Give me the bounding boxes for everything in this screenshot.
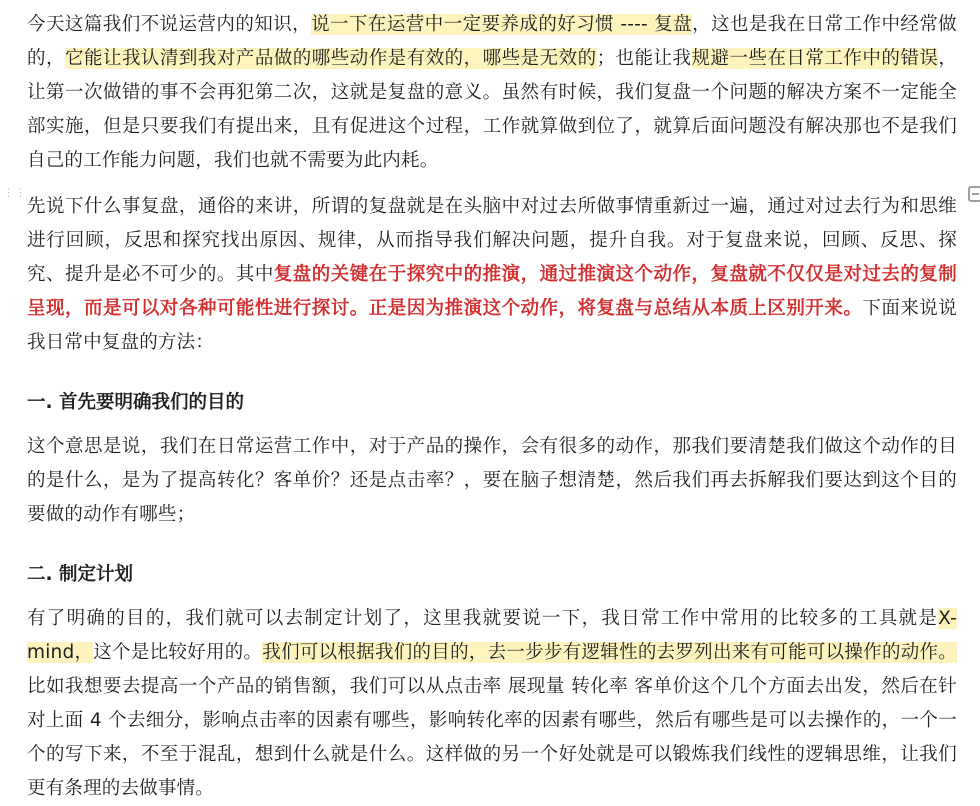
- text-segment: ；也能让我: [596, 48, 692, 69]
- text-segment: ，让第一次做错的事不会再犯第二次，这就是复盘的意义。虽然有时候，我们复盘一个问题的解决方案不一定能全部实施，但是只要我们有提出来，且有促进这个过程，工作就算做到位了，就算后面问题没有解决那也不是我们自己的工作能力问题，我们也就不需要为此内耗。: [27, 48, 958, 171]
- highlighted-text: 说一下在运营中一定要养成的好习惯 ---- 复盘: [311, 14, 693, 35]
- text-segment: 比如我想要去提高一个产品的销售额，我们可以从点击率 展现量 转化率 客单价这个几个方面去出发，然后在针对上面 4 个去细分，影响点击率的因素有哪些，影响转化率的因素有哪些，然后有哪些是可以去操作的，一个一个的写下来，不至于混乱，想到什么就是什么。这样做的另一个好处就是可以锻炼我们线性的逻辑思维，让我们更有条理的去做事情。: [27, 676, 957, 799]
- paragraph-goal: 这个意思是说，我们在日常运营工作中，对于产品的操作，会有很多的动作，那我们要清楚我们做这个动作的目的是什么，是为了提高转化？客单价？还是点击率？，要在脑子想清楚，然后我们再去拆解我们要达到这个目的要做的动作有哪些；: [27, 436, 957, 525]
- highlighted-text: X-mind，: [27, 608, 957, 663]
- text-segment: ，这也是我在日常工作中经常做的，: [27, 14, 957, 69]
- comment-icon[interactable]: [968, 186, 980, 202]
- paragraph-intro: [27, 8, 957, 178]
- drag-handle-icon[interactable]: ⋮⋮: [3, 186, 27, 199]
- text-segment: 下面来说说我日常中复盘的方法：: [27, 298, 957, 353]
- document-body: [27, 0, 957, 806]
- section-heading-plan: 二. 制定计划: [27, 564, 133, 585]
- highlighted-text: 规避一些在日常工作中的错误: [691, 48, 939, 69]
- paragraph-definition: [27, 190, 957, 360]
- highlighted-text: 它能让我认清到我对产品做的哪些动作是有效的，哪些是无效的: [64, 48, 597, 69]
- text-segment: 今天这篇我们不说运营内的知识，: [27, 14, 312, 35]
- text-segment: 有了明确的目的，我们就可以去制定计划了，这里我就要说一下，我日常工作中常用的比较多的工具就是: [27, 608, 939, 629]
- highlighted-text: 我们可以根据我们的目的，去一步步有逻辑性的去罗列出来有可能可以操作的动作。: [262, 642, 957, 663]
- paragraph-plan: [27, 602, 957, 806]
- text-segment: 先说下什么事复盘，通俗的来讲，所谓的复盘就是在头脑中对过去所做事情重新过一遍，通过对过去行为和思维进行回顾，反思和探究找出原因、规律，从而指导我们解决问题，提升自我。对于复盘来说，回顾、反思、探究、提升是必不可少的。其中: [27, 196, 957, 285]
- text-segment: 这个是比较好用的。: [93, 642, 263, 663]
- emphasized-red-text: 复盘的关键在于探究中的推演，通过推演这个动作，复盘就不仅仅是对过去的复制呈现，而是可以对各种可能性进行探讨。正是因为推演这个动作，将复盘与总结从本质上区别开来。: [27, 264, 957, 319]
- section-heading-goal: 一. 首先要明确我们的目的: [27, 392, 244, 413]
